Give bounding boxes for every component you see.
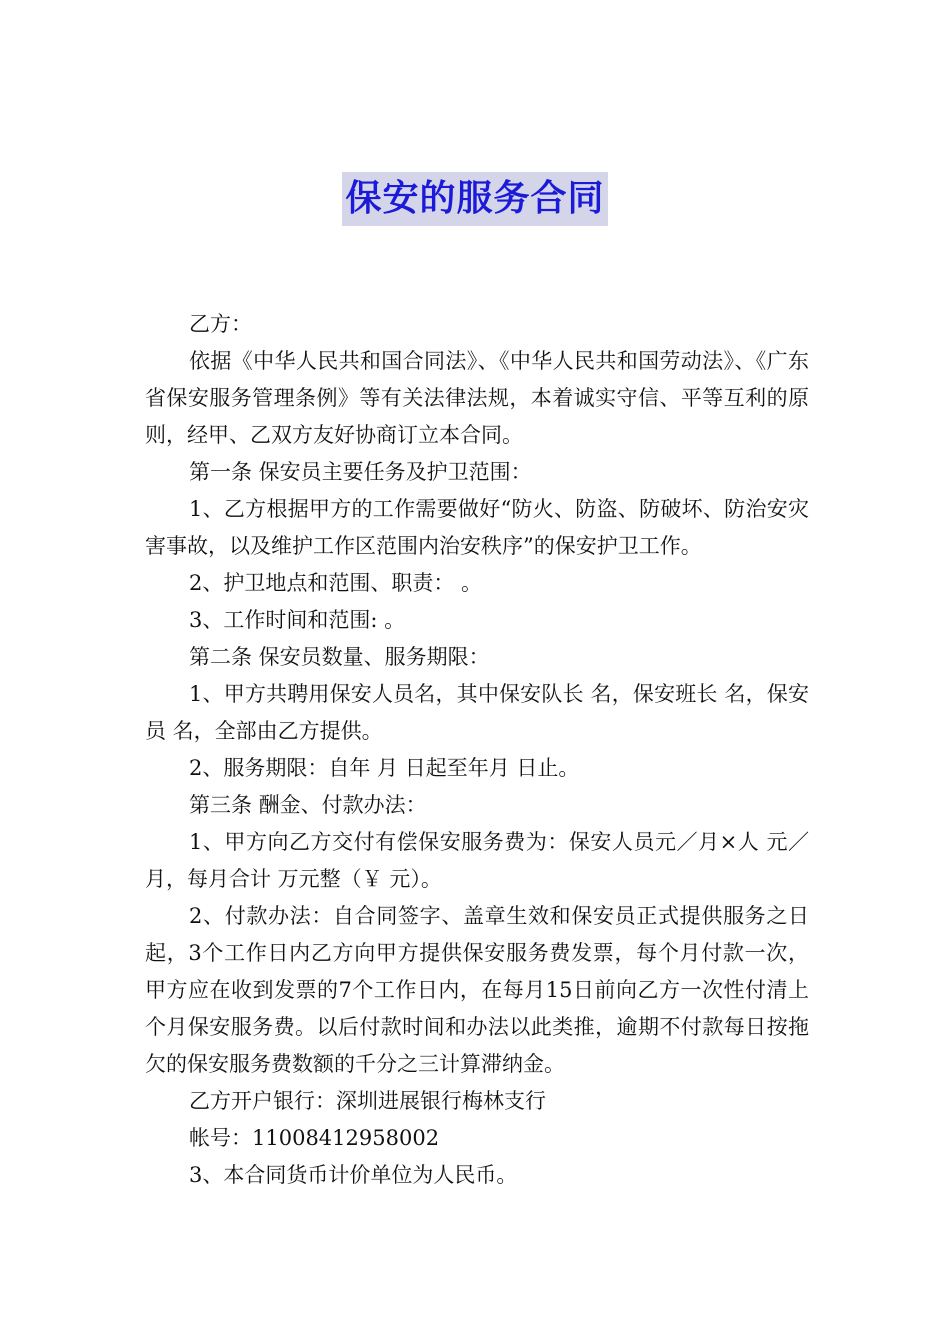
article-1-item-3: 3、工作时间和范围: 。: [189, 608, 406, 632]
article-1-heading: 第一条 保安员主要任务及护卫范围：: [189, 460, 532, 484]
article-3-item-2: 2、付款办法：自合同签字、盖章生效和保安员正式提供服务之日起，3个工作日内乙方向甲方提供保安服务费发票，每个月付款一次，甲方应在收到发票的7个工作日内，在每月15日前向乙方一次性付清上个月保安服务费。以后付款时间和办法以此类推，逾期不付款每日按拖欠的保安服务费数额的千分之三计算滞纳金。: [145, 904, 809, 1076]
article-2-heading: 第二条 保安员数量、服务期限：: [189, 645, 490, 669]
article-1-item-1: 1、乙方根据甲方的工作需要做好“防火、防盗、防破坏、防治安灾害事故，以及维护工作区范围内治安秩序”的保安护卫工作。: [145, 497, 809, 558]
paragraph-party-b: 乙方：: [189, 312, 252, 336]
article-3-item-3: 3、本合同货币计价单位为人民币。: [189, 1163, 518, 1187]
bank-name-line: 乙方开户银行：深圳进展银行梅林支行: [189, 1089, 546, 1113]
document-body: [145, 306, 809, 1194]
article-2-item-2: 2、服务期限：自年 月 日起至年月 日止。: [189, 756, 580, 780]
article-3-heading: 第三条 酬金、付款办法：: [189, 793, 427, 817]
account-number-line: 帐号：11008412958002: [189, 1126, 440, 1150]
article-1-item-2: 2、护卫地点和范围、职责： 。: [189, 571, 483, 595]
paragraph-legal-basis: 依据《中华人民共和国合同法》、《中华人民共和国劳动法》、《广东省保安服务管理条例》等有关法律法规，本着诚实守信、平等互利的原则，经甲、乙双方友好协商订立本合同。: [145, 349, 809, 447]
article-3-item-1: 1、甲方向乙方交付有偿保安服务费为：保安人员元／月×人 元／月，每月合计 万元整（￥ 元）。: [145, 830, 809, 891]
document-title: 保安的服务合同: [342, 172, 607, 226]
article-2-item-1: 1、甲方共聘用保安人员名，其中保安队长 名，保安班长 名，保安员 名，全部由乙方提供。: [145, 682, 809, 743]
title-container: [0, 172, 950, 226]
